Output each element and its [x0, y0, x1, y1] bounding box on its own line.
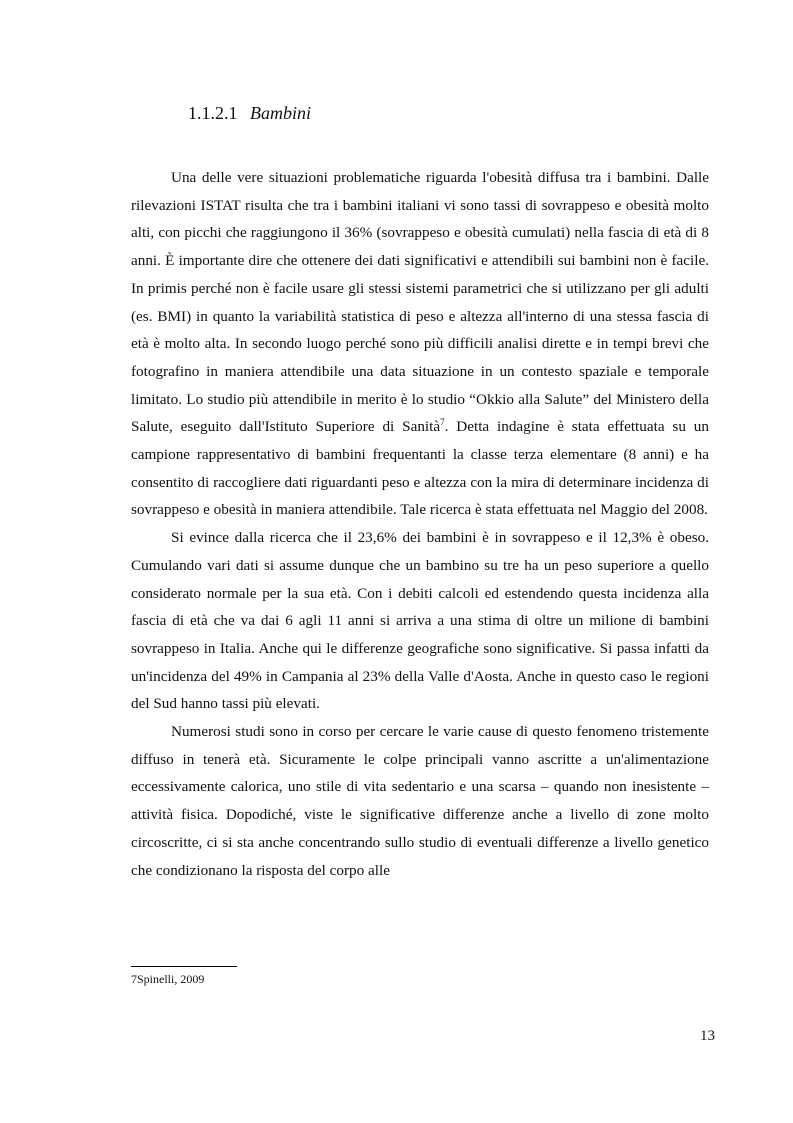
- footnote-divider: [131, 966, 237, 967]
- body-text: [131, 164, 709, 884]
- section-heading: [188, 103, 311, 124]
- page-number: 13: [700, 1028, 715, 1044]
- paragraph-1: Una delle vere situazioni problematiche riguarda l'obesità diffusa tra i bambini. Dalle rilevazioni ISTAT risulta che tra i bambini italiani vi sono tassi di sovrappeso e obesità molto alti, con picchi che raggiungono il 36% (sovrappeso e obesità cumulati) nella fascia di età di 8 anni. È importante dire che ottenere dei dati significativi e attendibili sui bambini non è facile. In primis perché non è facile usare gli stessi sistemi parametrici che si utilizzano per gli adulti (es. BMI) in quanto la variabilità statistica di peso e altezza all'interno di una stessa fascia di età è molto alta. In secondo luogo perché sono più difficili analisi dirette e in tempi brevi che fotografino in maniera attendibile una data situazione in un contesto spaziale e temporale limitato. Lo studio più attendibile in merito è lo studio “Okkio alla Salute” del Ministero della Salute, eseguito dall'Istituto Superiore di Sanità$^7$. Detta indagine è stata effettuata su un campione rappresentativo di bambini frequentanti la classe terza elementare (8 anni) e ha consentito di raccogliere dati riguardanti peso e altezza con la mira di determinare incidenza di sovrappeso e obesità in maniera attendibile. Tale ricerca è stata effettuata nel Maggio del 2008.: [131, 169, 709, 519]
- footnote: 7Spinelli, 2009: [131, 972, 205, 986]
- section-number: 1.1.2.1: [188, 103, 238, 123]
- paragraph-2: Si evince dalla ricerca che il 23,6% dei bambini è in sovrappeso e il 12,3% è obeso. Cumulando vari dati si assume dunque che un bambino su tre ha un peso superiore a quello considerato normale per la sua età. Con i debiti calcoli ed estendendo questa incidenza alla fascia di età che va dai 6 agli 11 anni si arriva a una stima di oltre un milione di bambini sovrappeso in Italia. Anche qui le differenze geografiche sono significative. Si passa infatti da un'incidenza del 49% in Campania al 23% della Valle d'Aosta. Anche in questo caso le regioni del Sud hanno tassi più elevati.: [131, 529, 709, 713]
- footnote-reference[interactable]: 7: [440, 417, 445, 428]
- paragraph-3: Numerosi studi sono in corso per cercare le varie cause di questo fenomeno tristemente diffuso in tenerà età. Sicuramente le colpe principali vanno ascritte a un'alimentazione eccessivamente calorica, uno stile di vita sedentario e una scarsa – quando non inesistente – attività fisica. Dopodiché, viste le significative differenze anche a livello di zone molto circoscritte, ci si sta anche concentrando sullo studio di eventuali differenze a livello genetico che condizionano la risposta del corpo alle: [131, 723, 709, 879]
- section-title: Bambini: [250, 103, 311, 123]
